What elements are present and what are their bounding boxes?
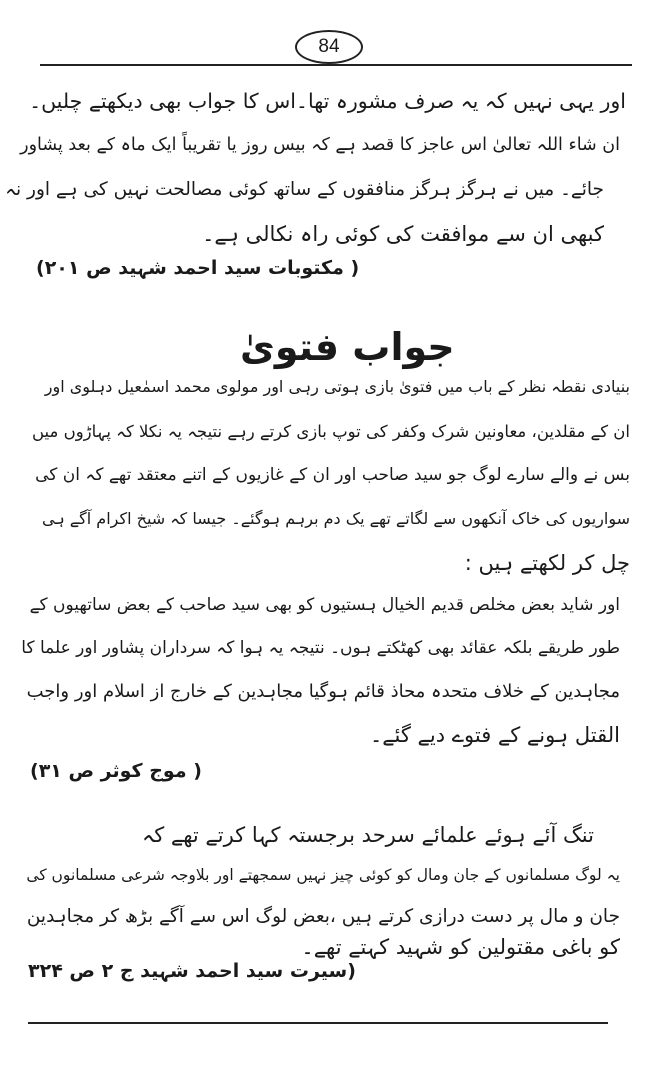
paragraph-line: ان کے مقلدین، معاونین شرک وکفر کی توپ بازی کرتے رہے نتیجہ یہ نکلا کہ پہاڑوں میں [31,422,630,441]
closing-line: تنگ آئے ہوئے علمائے سرحد برجستہ کہا کرتے تھے کہ [141,823,594,847]
quote-line: کبھی ان سے موافقت کی کوئی راہ نکالی ہے۔ [202,222,604,246]
paragraph-line: چل کر لکھتے ہیں : [464,551,630,575]
reference: ( مکتوبات سید احمد شہید ص ۲۰۱) [36,257,360,279]
section-heading: جواب فتویٰ [240,325,455,369]
paragraph-line: بنیادی نقطہ نظر کے باب میں فتویٰ بازی ہوتی رہی اور مولوی محمد اسمٰعیل دہلوی اور [44,377,630,396]
paragraph-line: بس نے والے سارے لوگ جو سید صاحب اور ان کے غازیوں کے اتنے معتقد تھے کہ ان کی [35,465,630,485]
quote-line: کو باغی مقتولین کو شہید کہتے تھے۔ [301,935,620,959]
quote-line: طور طریقے بلکہ عقائد بھی کھٹکتے ہوں۔ نتیجہ یہ ہوا کہ سرداران پشاور اور علما کا [21,638,620,658]
paragraph-line: سواریوں کی خاک آنکھوں سے لگاتے تھے یک دم برہم ہوگئے۔ جیسا کہ شیخ اکرام آگے ہی [41,509,630,528]
intro-line: اور یہی نہیں کہ یہ صرف مشورہ تھا۔اس کا جواب بھی دیکھتے چلیں۔ [29,89,626,113]
quote-line: اور شاید بعض مخلص قدیم الخیال ہستیوں کو بھی سید صاحب کے بعض ساتھیوں کے [29,595,620,615]
quote-line: جائے۔ میں نے ہرگز ہرگز منافقوں کے ساتھ کوئی مصالحت نہیں کی ہے اور نہ [5,179,604,200]
quote-line: جان و مال پر دست درازی کرتے ہیں ،بعض لوگ اس سے آگے بڑھ کر مجاہدین [26,906,620,927]
reference: ( موج کوثر ص ۳۱) [30,760,202,782]
quote-line: القتل ہونے کے فتوے دیے گئے۔ [369,723,620,747]
quote-line: مجاہدین کے خلاف متحدہ محاذ قائم ہوگیا مجاہدین کے خارج از اسلام اور واجب [26,681,620,702]
quote-line: ان شاء اللہ تعالیٰ اس عاجز کا قصد ہے کہ بیس روز یا تقریباً ایک ماہ کے بعد پشاور [20,135,620,155]
quote-line: یہ لوگ مسلمانوں کے جان ومال کو کوئی چیز نہیں سمجھتے اور بلاوجہ شرعی مسلمانوں کی [26,866,620,884]
page-number: 84 [295,30,363,64]
header-rule [40,64,632,66]
reference: (سیرت سید احمد شہید ج ۲ ص ۳۲۴ [28,960,356,982]
footer-rule [28,1022,608,1024]
